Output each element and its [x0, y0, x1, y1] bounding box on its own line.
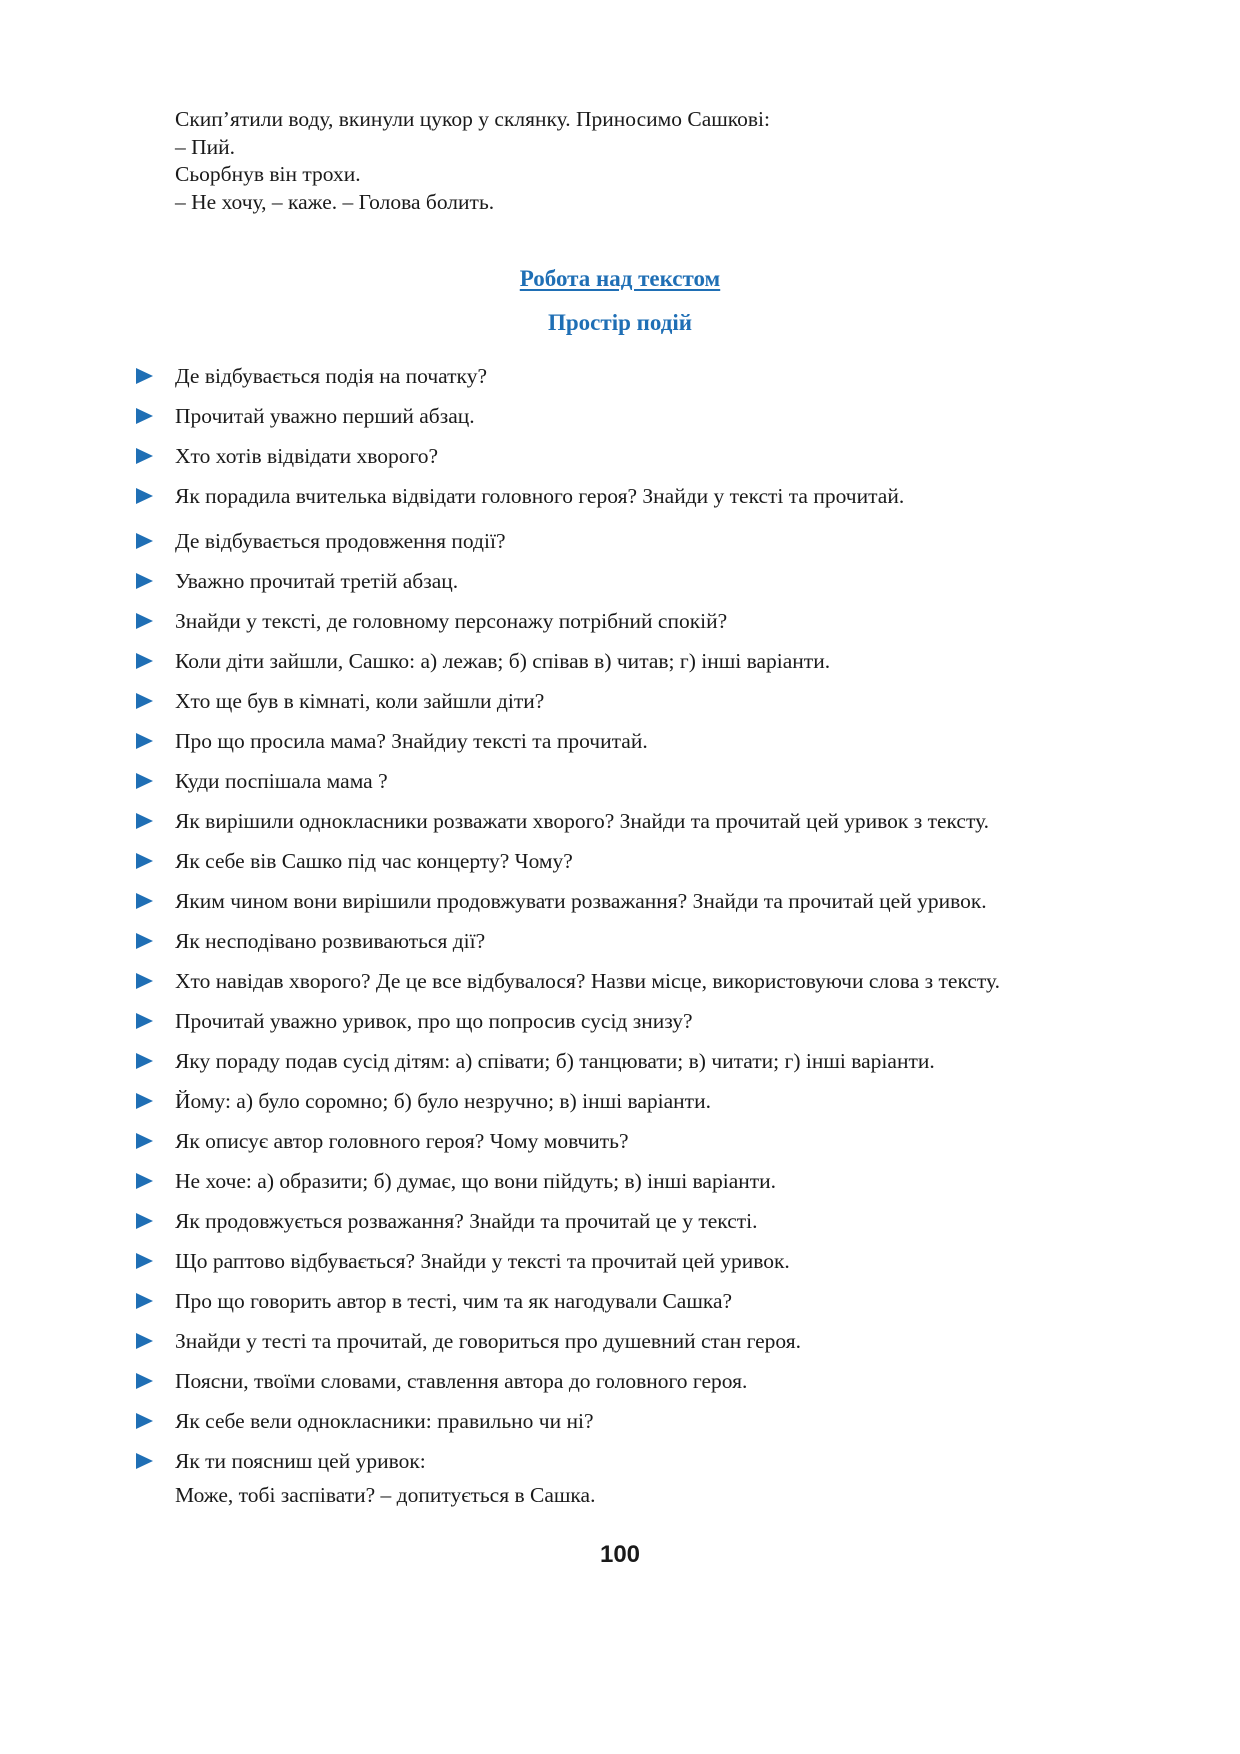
question-item [136, 887, 1136, 927]
triangle-right-icon [136, 1373, 153, 1389]
question-item [136, 362, 1136, 402]
triangle-right-icon [136, 448, 153, 464]
triangle-right-icon [136, 1053, 153, 1069]
question-text: Прочитай уважно перший абзац. [175, 404, 475, 428]
question-item [136, 927, 1136, 967]
question-item [136, 727, 1136, 767]
triangle-right-icon [136, 853, 153, 869]
question-item [136, 1087, 1136, 1127]
question-item [136, 1407, 1136, 1447]
question-text: Де відбувається подія на початку? [175, 364, 487, 388]
triangle-right-icon [136, 488, 153, 504]
intro-line: – Не хочу, – каже. – Голова болить. [175, 189, 495, 214]
question-item [136, 1207, 1136, 1247]
triangle-right-icon [136, 573, 153, 589]
intro-text [175, 106, 1115, 216]
question-item [136, 1287, 1136, 1327]
triangle-right-icon [136, 773, 153, 789]
question-text: Уважно прочитай третій абзац. [175, 569, 459, 593]
question-item [136, 967, 1136, 1007]
question-text: Йому: а) було соромно; б) було незручно; в) інші варіанти. [175, 1089, 711, 1113]
question-item [136, 807, 1136, 847]
question-text: Як описує автор головного героя? Чому мовчить? [175, 1129, 629, 1153]
question-item [136, 687, 1136, 727]
question-text: Де відбувається продовження події? [175, 529, 506, 553]
question-text: Як продовжується розважання? Знайди та прочитай це у тексті. [175, 1209, 758, 1233]
question-text: Поясни, твоїми словами, ставлення автора до головного героя. [175, 1369, 748, 1393]
question-text: Як себе вів Сашко під час концерту? Чому? [175, 849, 573, 873]
question-item [136, 607, 1136, 647]
question-text: Як себе вели однокласники: правильно чи ні? [175, 1409, 594, 1433]
triangle-right-icon [136, 893, 153, 909]
intro-line: Скип’ятили воду, вкинули цукор у склянку. Приносимо Сашкові: [175, 107, 771, 131]
question-text: Про що просила мама? Знайдиу тексті та прочитай. [175, 729, 648, 753]
question-item [136, 647, 1136, 687]
question-text: Знайди у тесті та прочитай, де говориться про душевний стан героя. [175, 1329, 802, 1353]
triangle-right-icon [136, 533, 153, 549]
triangle-right-icon [136, 1293, 153, 1309]
question-item [136, 847, 1136, 887]
question-text: Як вирішили однокласники розважати хворого? Знайди та прочитай цей уривок з тексту. [175, 809, 990, 833]
triangle-right-icon [136, 653, 153, 669]
triangle-right-icon [136, 813, 153, 829]
intro-line: Сьорбнув він трохи. [175, 162, 361, 186]
triangle-right-icon [136, 733, 153, 749]
section-subtitle: Простір подій [548, 310, 692, 335]
intro-line: – Пий. [175, 134, 236, 159]
question-item [136, 1447, 1136, 1507]
triangle-right-icon [136, 973, 153, 989]
question-text: Яку пораду подав сусід дітям: а) співати; б) танцювати; в) читати; г) інші варіанти. [175, 1049, 935, 1073]
question-text: Коли діти зайшли, Сашко: а) лежав; б) співав в) читав; г) інші варіанти. [175, 649, 831, 673]
question-text: Прочитай уважно уривок, про що попросив сусід знизу? [175, 1009, 693, 1033]
question-text: Яким чином вони вирішили продовжувати розважання? Знайди та прочитай цей уривок. [175, 889, 987, 913]
triangle-right-icon [136, 693, 153, 709]
triangle-right-icon [136, 1173, 153, 1189]
triangle-right-icon [136, 408, 153, 424]
question-item [136, 1167, 1136, 1207]
question-text: Знайди у тексті, де головному персонажу потрібний спокій? [175, 609, 728, 633]
page-number: 100 [599, 1541, 641, 1568]
question-item [136, 567, 1136, 607]
question-text: Куди поспішала мама ? [175, 769, 388, 793]
triangle-right-icon [136, 1333, 153, 1349]
question-text: Хто навідав хворого? Де це все відбувалося? Назви місце, використовуючи слова з тексту. [175, 969, 1001, 993]
question-item [136, 402, 1136, 442]
question-text: Як порадила вчителька відвідати головного героя? Знайди у тексті та прочитай. [175, 484, 905, 508]
question-item [136, 527, 1136, 567]
question-item [136, 442, 1136, 482]
question-text: Що раптово відбувається? Знайди у тексті та прочитай цей уривок. [175, 1249, 790, 1273]
triangle-right-icon [136, 1253, 153, 1269]
triangle-right-icon [136, 933, 153, 949]
triangle-right-icon [136, 1133, 153, 1149]
triangle-right-icon [136, 368, 153, 384]
question-text: Хто ще був в кімнаті, коли зайшли діти? [175, 689, 545, 713]
question-text: Хто хотів відвідати хворого? [175, 444, 439, 468]
triangle-right-icon [136, 1453, 153, 1469]
question-text: Не хоче: а) образити; б) думає, що вони пійдуть; в) інші варіанти. [175, 1169, 777, 1193]
triangle-right-icon [136, 1413, 153, 1429]
triangle-right-icon [136, 613, 153, 629]
section-title: Робота над текстом [519, 266, 721, 291]
question-item [136, 1007, 1136, 1047]
question-text: Як ти поясниш цей уривок: [175, 1449, 426, 1473]
question-item [136, 482, 1136, 522]
question-item [136, 1367, 1136, 1407]
question-item [136, 1127, 1136, 1167]
triangle-right-icon [136, 1093, 153, 1109]
triangle-right-icon [136, 1213, 153, 1229]
question-list [136, 362, 1136, 1507]
question-item [136, 767, 1136, 807]
question-quote: Може, тобі заспівати? – допитується в Сашка. [175, 1483, 596, 1507]
question-text: Як несподівано розвиваються дії? [175, 929, 486, 953]
question-text: Про що говорить автор в тесті, чим та як нагодували Сашка? [175, 1289, 733, 1313]
triangle-right-icon [136, 1013, 153, 1029]
question-item [136, 1247, 1136, 1287]
question-item [136, 1327, 1136, 1367]
question-item [136, 1047, 1136, 1087]
